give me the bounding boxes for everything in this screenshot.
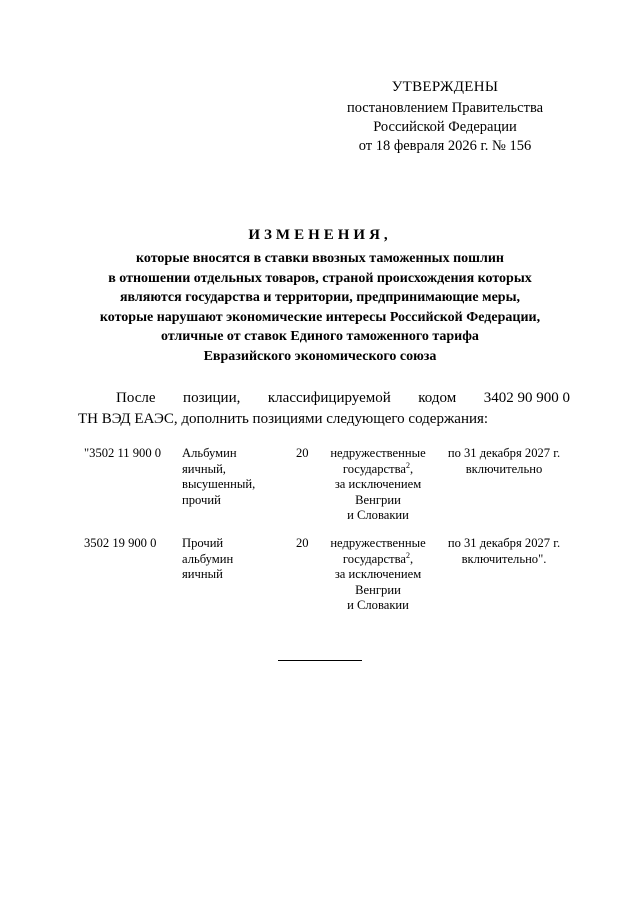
states-line: недружественные: [330, 536, 426, 550]
states-cell: [324, 536, 432, 614]
states-line: недружественные: [330, 446, 426, 460]
footnote-mark: 2: [406, 550, 410, 560]
states-line: [324, 552, 432, 568]
subtitle-line: которые вносятся в ставки ввозных таможенных пошлин: [136, 251, 504, 266]
paragraph-word: позиции,: [183, 390, 241, 406]
approval-line-2: Российской Федерации: [373, 119, 517, 135]
states-line: за исключением: [334, 477, 422, 491]
amendment-table: [84, 446, 584, 636]
product-name-line: альбумин: [182, 551, 234, 566]
paragraph-line-1: [78, 388, 570, 409]
approval-line-1: постановлением Правительства: [346, 100, 544, 116]
tnved-code: "3502 11 900 0: [84, 446, 162, 460]
approval-line-3: от 18 февраля 2026 г. № 156: [358, 138, 532, 154]
paragraph-word: кодом: [418, 390, 457, 406]
body-paragraph: [78, 388, 570, 430]
states-line: Венгрии: [355, 492, 401, 507]
states-line: и Словакии: [347, 508, 409, 522]
states-cell: [324, 446, 432, 524]
term-cell: [442, 536, 566, 567]
states-word: государства: [342, 461, 406, 476]
product-name-line: яичный,: [182, 461, 226, 476]
document-title: ИЗМЕНЕНИЯ,: [248, 227, 392, 243]
paragraph-line-2: ТН ВЭД ЕАЭС, дополнить позициями следующего содержания:: [78, 411, 489, 427]
end-separator-line: [278, 660, 362, 661]
paragraph-word: классифицируемой: [267, 390, 391, 406]
term-cell: [442, 446, 566, 477]
term-line: по 31 декабря 2027 г.: [447, 536, 561, 550]
duty-rate: 20: [296, 446, 309, 460]
states-punct: ,: [410, 551, 414, 566]
tnved-code: 3502 19 900 0: [84, 536, 157, 550]
subtitle-line: которые нарушают экономические интересы Российской Федерации,: [99, 309, 541, 325]
subtitle-line: в отношении отдельных товаров, страной происхождения которых: [108, 270, 532, 286]
duty-rate: 20: [296, 536, 309, 550]
approval-heading: УТВЕРЖДЕНЫ: [391, 79, 499, 95]
table-row: [84, 446, 584, 536]
product-name: [182, 536, 272, 583]
states-punct: ,: [410, 461, 414, 476]
product-name-line: яичный: [182, 567, 223, 581]
states-line: [324, 462, 432, 478]
product-name-line: Прочий: [182, 536, 224, 550]
product-name-line: высушенный,: [182, 477, 256, 491]
product-name-line: Альбумин: [182, 446, 237, 460]
product-name-line: прочий: [182, 492, 221, 507]
document-subtitle: [60, 249, 580, 367]
term-line: включительно".: [461, 551, 547, 566]
term-line: включительно: [465, 461, 543, 476]
subtitle-line: являются государства и территории, предпринимающие меры,: [119, 290, 521, 306]
states-line: Венгрии: [355, 582, 401, 597]
table-row: [84, 536, 584, 636]
product-name: [182, 446, 272, 508]
states-line: за исключением: [334, 567, 422, 581]
subtitle-line: отличные от ставок Единого таможенного тарифа: [161, 329, 479, 345]
approval-block: [330, 78, 560, 156]
subtitle-line: Евразийского экономического союза: [203, 348, 437, 364]
paragraph-code: 3402 90 900 0: [483, 390, 570, 406]
states-line: и Словакии: [347, 598, 409, 612]
term-line: по 31 декабря 2027 г.: [447, 446, 561, 460]
footnote-mark: 2: [406, 460, 410, 470]
paragraph-word: После: [116, 390, 156, 406]
states-word: государства: [342, 551, 406, 566]
